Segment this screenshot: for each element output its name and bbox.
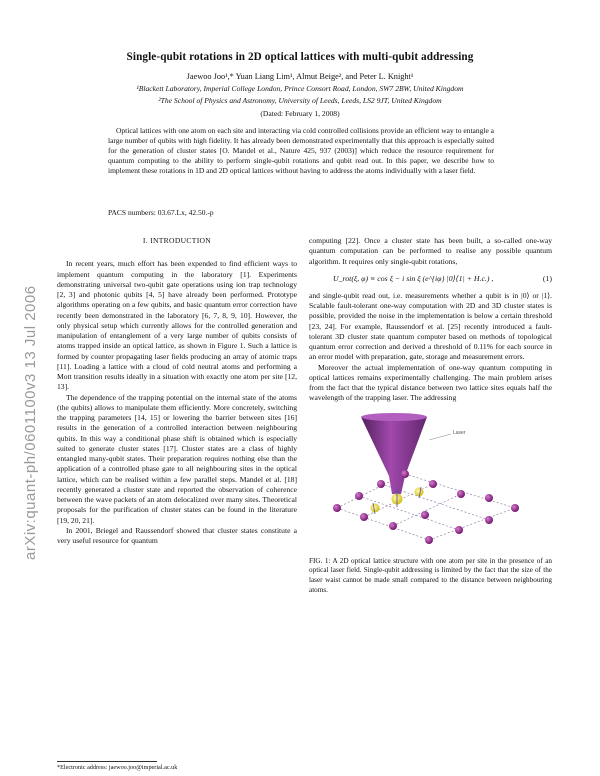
lattice-illustration	[309, 412, 552, 547]
affiliation-1: ¹Blackett Laboratory, Imperial College London, Prince Consort Road, London, SW7 2BW, United Kingdom	[136, 84, 464, 93]
figure-caption: FIG. 1: A 2D optical lattice structure with one atom per site in the presence of an optical laser field. Single-qubit addressing is limited by the fact that the size of the laser waist cannot be made small compared to the distance between neighbouring atoms.	[309, 556, 552, 594]
intro-paragraph-2: The dependence of the trapping potential on the internal state of the atoms (the qubits) allows to manipulate them efficiently. More concretely, switching the trapping parameters [14, 15] or lowering the barrier between sites [16] results in the generation of a controlled interaction between neighbouring qubits. In this way a conditional phase shift is obtained which is especially suited to generate cluster states [17]. Cluster states are a class of highly entangled many-qubit states. Their preparation requires nothing else than the application of a controlled phase gate to all neighbouring sites in the optical lattice, which can be realised within a few parallel steps. Mandel et al. [18] recently generated a cluster state and reported the observation of coherence between the wave packets of an atom delocalized over many sites. Theoretical proposals for the purification of cluster states can be found in the literature [19, 20, 21].	[57, 392, 297, 525]
author-list: Jaewoo Joo¹,* Yuan Liang Lim¹, Almut Beige², and Peter L. Knight¹	[186, 72, 414, 81]
paper-title: Single-qubit rotations in 2D optical lattices with multi-qubit addressing	[126, 51, 474, 63]
affiliation-2: ²The School of Physics and Astronomy, University of Leeds, Leeds, LS2 9JT, United Kingdom	[158, 96, 442, 105]
left-column	[57, 236, 297, 546]
intro-paragraph-1: In recent years, much effort has been expended to find efficient ways to implement quantum computing in the laboratory [1]. Experiments demonstrating universal two-qubit gate operations using ion trap technology [2, 3] and photonic qubits [4, 5] have already been performed. Prototype algorithms operating on a few qubits, and basic quantum error correction have recently been demonstrated in the laboratory [6, 7, 8, 9, 10]. However, the only physical setup which currently allows for the controlled generation and manipulation of entanglement of a very large number of qubits consists of atoms trapped inside an optical lattice, as shown in Figure 1. Such a lattice is formed by counter propagating laser fields producing an array of atomic traps [11]. Loading a lattice with a cloud of cold neutral atoms and performing a Mott transition results ideally in a situation with exactly one atom per site [12, 13].	[57, 259, 297, 392]
equation-body: U_rot(ξ, φ) ≡ cos ξ − i sin ξ (e^{iφ} |0⟩⟨1| + H.c.) ,	[333, 273, 494, 283]
addressed-atoms	[371, 487, 424, 514]
lattice-atoms	[333, 470, 519, 544]
equation-1	[309, 270, 552, 288]
arxiv-identifier: arXiv:quant-ph/0601100v3 13 Jul 2006	[22, 285, 39, 560]
equation-number: (1)	[542, 273, 552, 283]
laser-beam	[361, 417, 427, 494]
laser-label: Laser	[453, 429, 466, 436]
footnote: *Electronic address: jaewoo.joo@imperial.ac.uk	[57, 764, 178, 771]
intro-paragraph-3: In 2001, Briegel and Raussendorf showed that cluster states constitute a very useful resource for quantum	[57, 525, 297, 545]
laser-beam-top	[361, 413, 427, 421]
right-paragraph-1: computing [22]. Once a cluster state has been built, a so-called one-way quantum computation can be performed to realise any possible quantum algorithm. It requires only single-qubit rotations,	[309, 236, 552, 266]
section-heading: I. INTRODUCTION	[142, 236, 212, 245]
pacs-numbers: PACS numbers: 03.67.Lx, 42.50.-p	[108, 208, 214, 217]
right-paragraph-3: Moreover the actual implementation of one-way quantum computing in optical lattices remains experimentally challenging. The main problem arises from the fact that the typical distance between two lattice sites equals half the wavelength of the trapping laser. The addressing	[309, 362, 552, 403]
right-column	[309, 236, 552, 596]
abstract: Optical lattices with one atom on each site and interacting via cold controlled collisions provide an efficient way to entangle a large number of qubits with high fidelity. It has already been demonstrated experimentally that this approach is especially suited for the generation of cluster states [O. Mandel et al., Nature 425, 937 (2003)] which reduce the resource requirement for quantum computing to the ability to perform single-qubit rotations and qubit read out. In this paper, we describe how to implement these rotations in 1D and 2D optical lattices without having to address the atoms individually with a laser field.	[108, 126, 494, 175]
right-paragraph-2: and single-qubit read out, i.e. measurements whether a qubit is in |0⟩ or |1⟩. Scalable fault-tolerant one-way computation with 2D and 3D cluster states is possible, provided the noise in the implementation is below a certain threshold [23, 24]. For example, Raussendorf et al. [25] recently introduced a fault-tolerant 3D cluster state quantum computer based on methods of topological quantum error correction and derived a threshold of 0.11% for each source in an error model with preparation, gate, storage and measurement errors.	[309, 290, 552, 362]
date-line: (Dated: February 1, 2008)	[260, 109, 340, 118]
figure-1	[309, 412, 552, 547]
footnote-rule	[57, 761, 157, 762]
lattice-grid	[337, 474, 515, 540]
